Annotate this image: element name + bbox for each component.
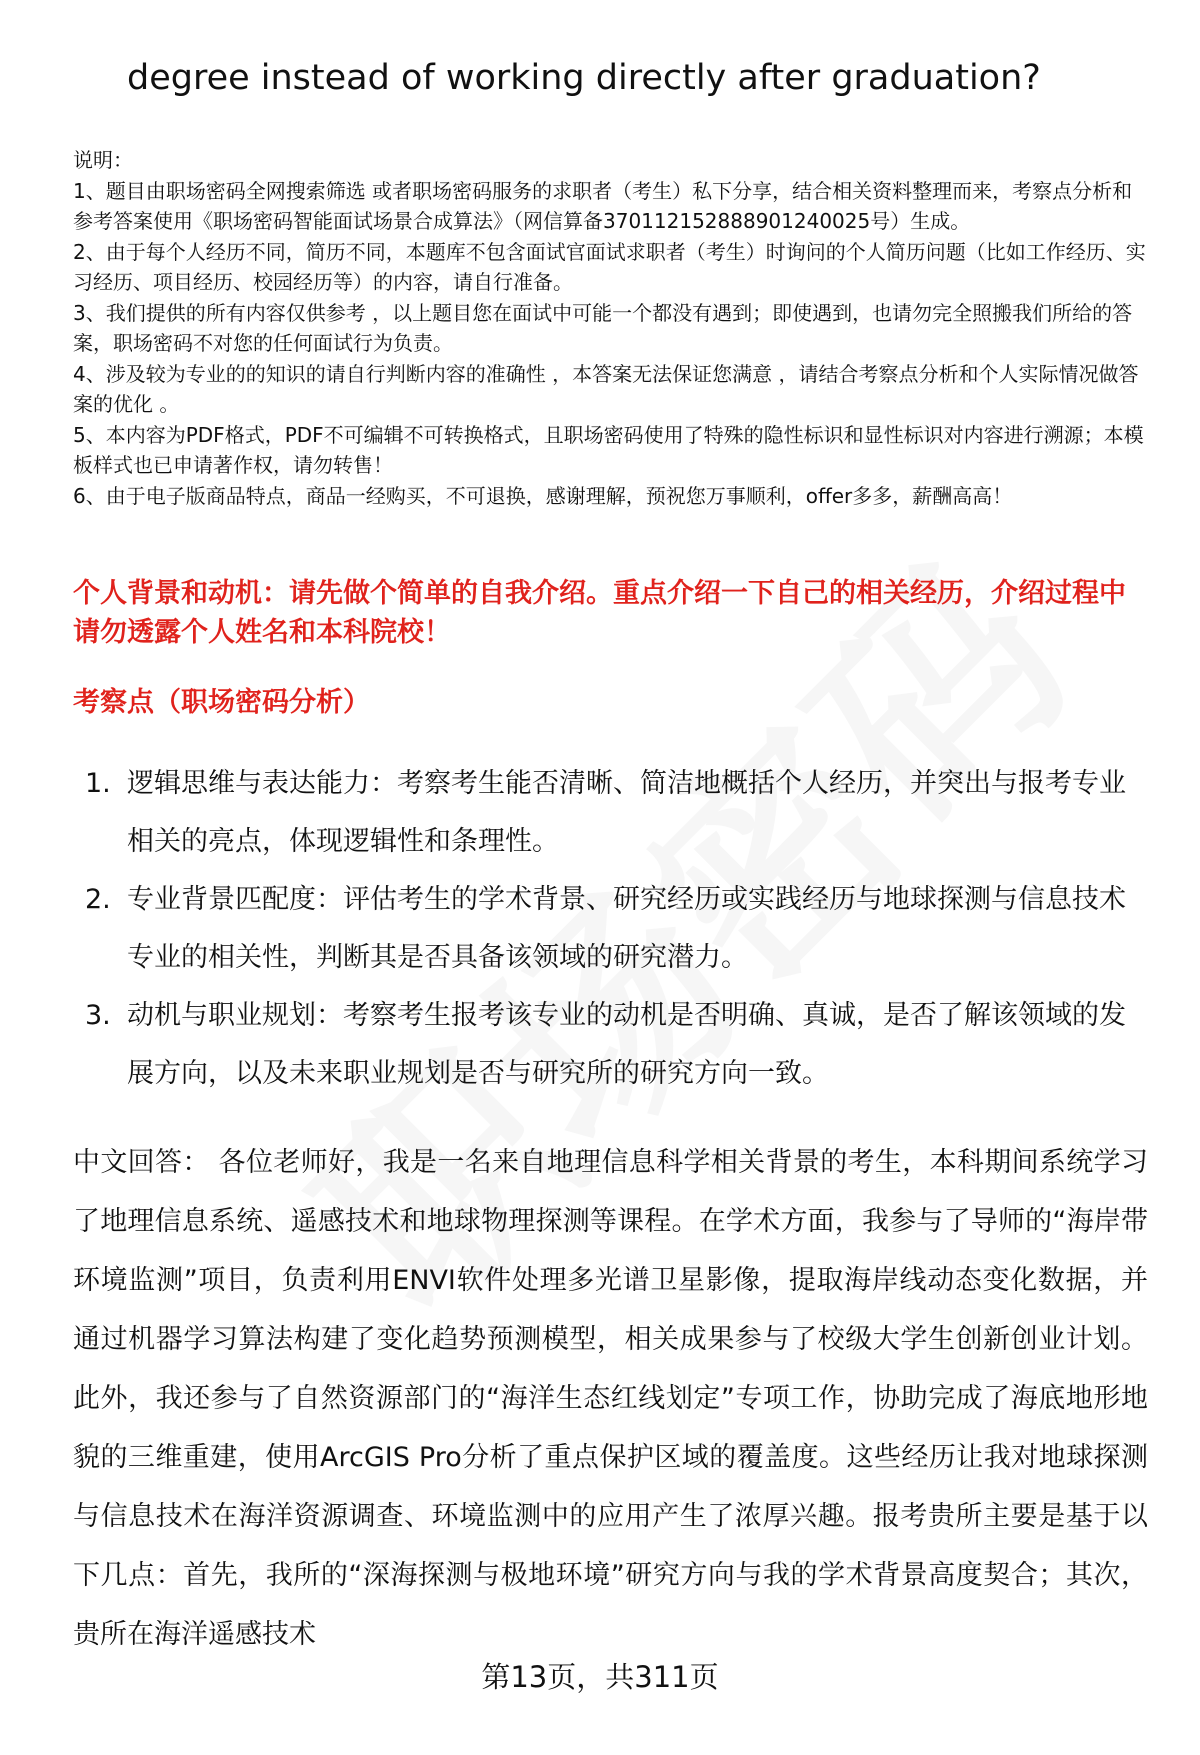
point-text: 逻辑思维与表达能力：考察考生能否清晰、简洁地概括个人经历，并突出与报考专业相关的亮点，体现逻辑性和条理性。 [127,768,1126,857]
analysis-heading: 考察点（职场密码分析） [73,687,370,718]
point-text: 动机与职业规划：考察考生报考该专业的动机是否明确、真诚，是否了解该领域的发展方向，以及未来职业规划是否与研究所的研究方向一致。 [127,1000,1126,1089]
note-item: 3、我们提供的所有内容仅供参考 ，以上题目您在面试中可能一个都没有遇到；即使遇到，也请勿完全照搬我们所给的答案，职场密码不对您的任何面试行为负责。 [73,300,1133,355]
note-item: 6、由于电子版商品特点，商品一经购买，不可退换，感谢理解，预祝您万事顺利，offer多多，薪酬高高！ [73,483,1013,508]
interview-question: 个人背景和动机：请先做个简单的自我介绍。重点介绍一下自己的相关经历，介绍过程中请勿透露个人姓名和本科院校！ [73,578,1126,648]
note-item: 1、题目由职场密码全网搜索筛选 或者职场密码服务的求职者（考生）私下分享，结合相关资料整理而来，考察点分析和参考答案使用《职场密码智能面试场景合成算法》（网信算备370112152888901240025号）生成。 [73,178,1133,233]
point-number: 1. [85,768,111,799]
analysis-point [73,987,1148,1103]
note-item: 4、涉及较为专业的的知识的请自行判断内容的准确性 ，本答案无法保证您满意 ，请结合考察点分析和个人实际情况做答案的优化 。 [73,361,1139,416]
note-item: 2、由于每个人经历不同，简历不同，本题库不包含面试官面试求职者（考生）时询问的个人简历问题（比如工作经历、实习经历、项目经历、校园经历等）的内容，请自行准备。 [73,239,1146,294]
analysis-point [73,755,1148,871]
analysis-point [73,871,1148,987]
page-number: 第13页，共311页 [481,1660,719,1694]
chinese-answer: 中文回答： 各位老师好，我是一名来自地理信息科学相关背景的考生，本科期间系统学习了地理信息系统、遥感技术和地球物理探测等课程。在学术方面，我参与了导师的“海岸带环境监测”项目，负责利用ENVI软件处理多光谱卫星影像，提取海岸线动态变化数据，并通过机器学习算法构建了变化趋势预测模型，相关成果参与了校级大学生创新创业计划。此外，我还参与了自然资源部门的“海洋生态红线划定”专项工作，协助完成了海底地形地貌的三维重建，使用ArcGIS Pro分析了重点保护区域的覆盖度。这些经历让我对地球探测与信息技术在海洋资源调查、环境监测中的应用产生了浓厚兴趣。报考贵所主要是基于以下几点：首先，我所的“深海探测与极地环境”研究方向与我的学术背景高度契合；其次，贵所在海洋遥感技术 [73,1147,1148,1650]
question-title-continuation: degree instead of working directly after graduation? [127,58,1041,98]
notes-heading: 说明： [73,148,133,172]
analysis-points [73,755,1148,1103]
point-text: 专业背景匹配度：评估考生的学术背景、研究经历或实践经历与地球探测与信息技术专业的相关性，判断其是否具备该领域的研究潜力。 [127,884,1126,973]
point-number: 2. [85,884,111,915]
point-number: 3. [85,1000,111,1031]
note-item: 5、本内容为PDF格式，PDF不可编辑不可转换格式，且职场密码使用了特殊的隐性标识和显性标识对内容进行溯源；本模板样式也已申请著作权，请勿转售！ [73,422,1144,477]
disclaimer-notes [73,145,1148,511]
